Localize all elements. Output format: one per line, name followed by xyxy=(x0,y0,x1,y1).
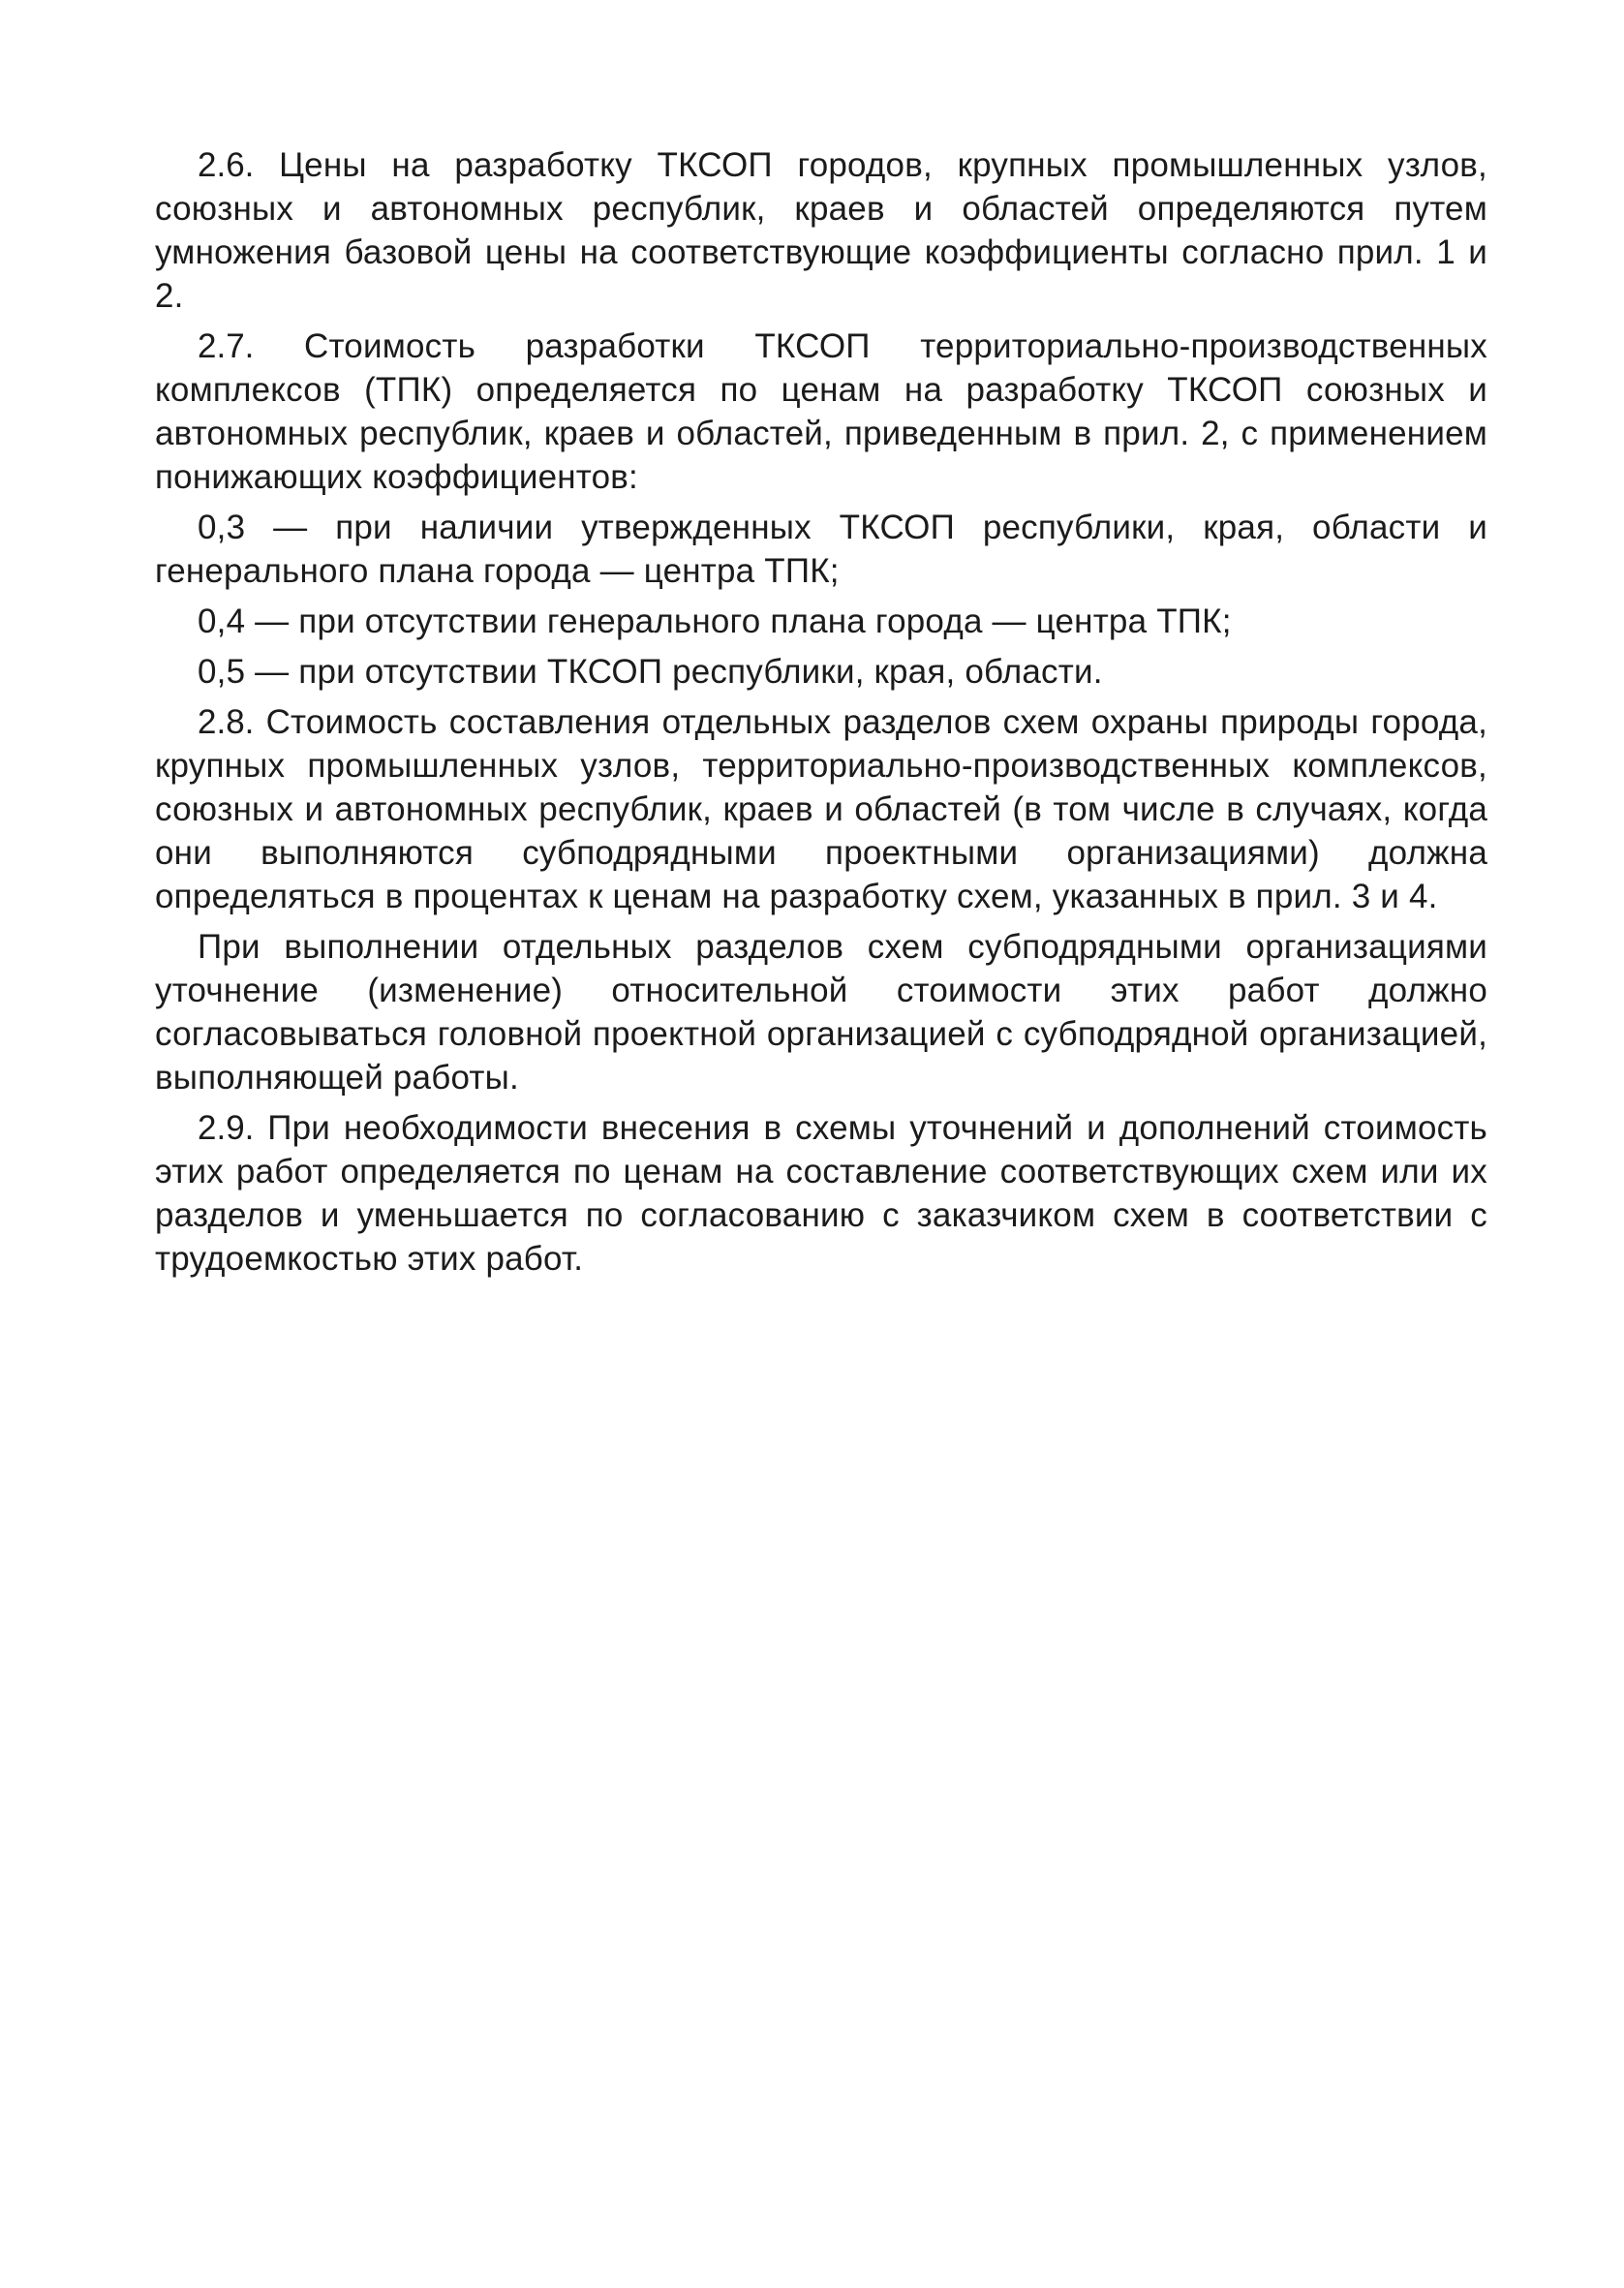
coefficient-item: 0,4 — при отсутствии генерального плана города — центра ТПК; xyxy=(198,603,1232,640)
coefficient-item: 0,5 — при отсутствии ТКСОП республики, края, области. xyxy=(198,653,1103,691)
paragraph-number: 2.6. xyxy=(198,146,255,184)
paragraph-2-7 xyxy=(155,325,1487,499)
paragraph-subcontract: При выполнении отдельных разделов схем субподрядными организациями уточнение (изменение) относительной стоимости этих работ должно согласовываться головной проектной организацией с субподрядной организацией, выполняющей работы. xyxy=(155,928,1487,1097)
paragraph-text: Стоимость составления отдельных разделов схем охраны природы города, крупных промышленных узлов, территориально-производственных комплексов, союзных и автономных республик, краев и областей (в том числе в случаях, когда они выполняются субподрядными проектными организациями) должна определяться в процентах к ценам на разработку схем, указанных в прил. 3 и 4. xyxy=(155,703,1487,915)
paragraph-text: Стоимость разработки ТКСОП территориально-производственных комплексов (ТПК) определяется по ценам на разработку ТКСОП союзных и автономных республик, краев и областей, приведенным в прил. 2, с применением понижающих коэффициентов: xyxy=(155,327,1487,496)
paragraph-2-8 xyxy=(155,700,1487,918)
paragraph-2-9 xyxy=(155,1106,1487,1281)
paragraph-text: При необходимости внесения в схемы уточнений и дополнений стоимость этих работ определяется по ценам на составление соответствующих схем или их разделов и уменьшается по согласованию с заказчиком схем в соответствии с трудоемкостью этих работ. xyxy=(155,1109,1487,1278)
paragraph-text: Цены на разработку ТКСОП городов, крупных промышленных узлов, союзных и автономных республик, краев и областей определяются путем умножения базовой цены на соответствующие коэффициенты согласно прил. 1 и 2. xyxy=(155,146,1487,315)
coefficient-item: 0,3 — при наличии утвержденных ТКСОП республики, края, области и генерального плана города — центра ТПК; xyxy=(155,509,1487,590)
paragraph-number: 2.7. xyxy=(198,327,255,365)
paragraph-number: 2.8. xyxy=(198,703,255,741)
document-page xyxy=(155,143,1487,1287)
paragraph-2-6 xyxy=(155,143,1487,318)
paragraph-number: 2.9. xyxy=(198,1109,255,1147)
